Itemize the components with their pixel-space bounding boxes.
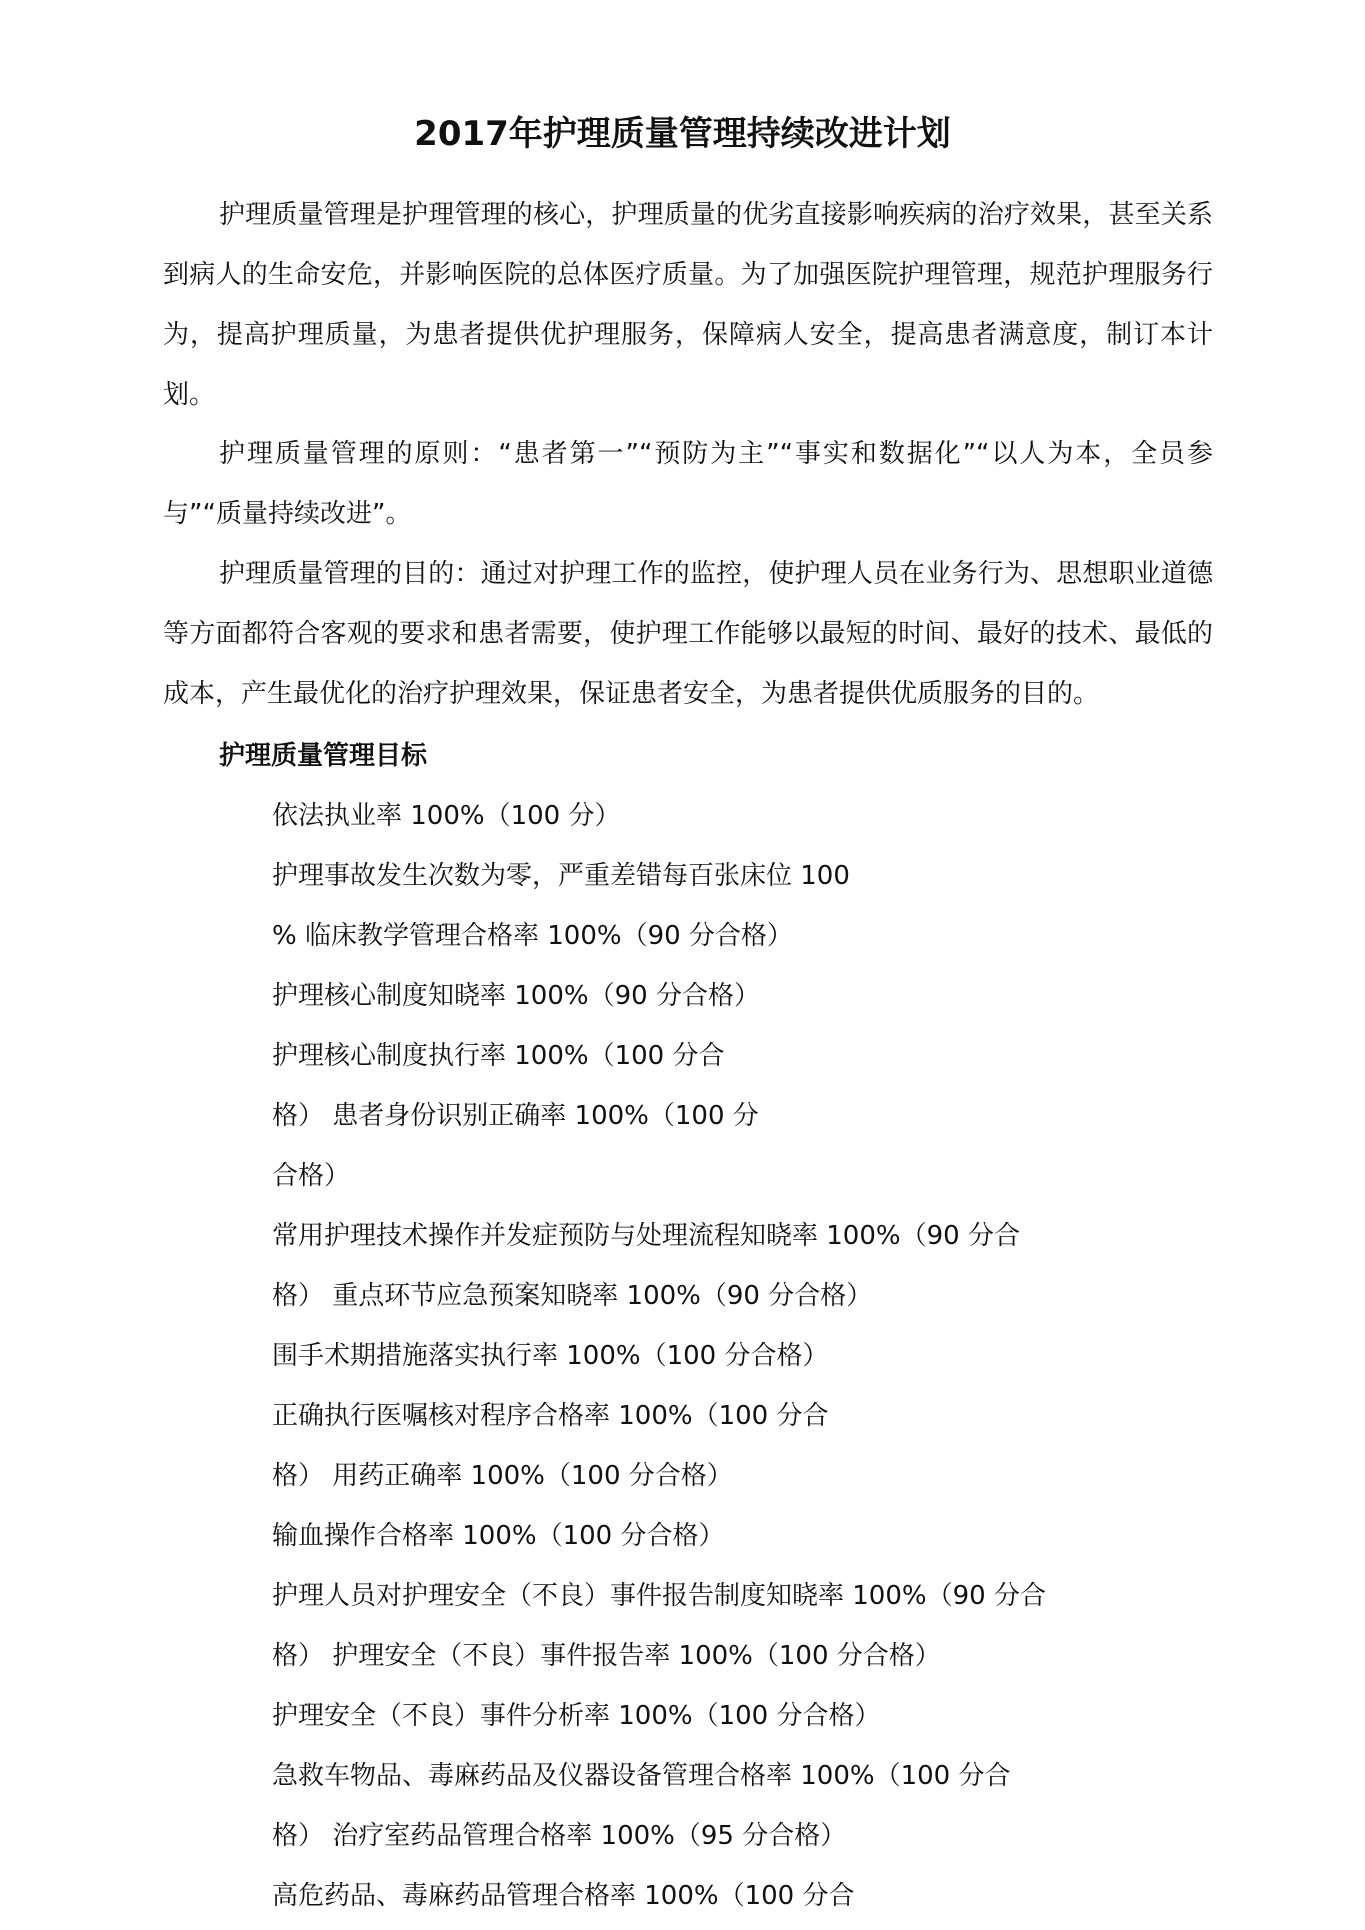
- goal-line: 护理核心制度知晓率 100%（90 分合格）: [272, 981, 760, 1011]
- principles-paragraph: 护理质量管理的原则：“患者第一”“预防为主”“事实和数据化”“以人为本，全员参与”“质量持续改进”。: [163, 439, 1213, 529]
- goal-line: 合格）: [272, 1161, 351, 1191]
- goals-heading: 护理质量管理目标: [219, 741, 428, 771]
- document-title: 2017年护理质量管理持续改进计划: [414, 114, 951, 154]
- goals-list: [272, 786, 1046, 1926]
- goal-line: 依法执业率 100%（100 分）: [272, 801, 621, 831]
- purpose-paragraph: 护理质量管理的目的：通过对护理工作的监控，使护理人员在业务行为、思想职业道德等方面都符合客观的要求和患者需要，使护理工作能够以最短的时间、最好的技术、最低的成本，产生最优化的治疗护理效果，保证患者安全，为患者提供优质服务的目的。: [163, 559, 1213, 709]
- goal-line: 护理人员对护理安全（不良）事件报告制度知晓率 100%（90 分合: [272, 1581, 1046, 1611]
- goal-line: 格） 患者身份识别正确率 100%（100 分: [272, 1101, 759, 1131]
- goal-line: 护理事故发生次数为零，严重差错每百张床位 100: [272, 861, 850, 891]
- goal-line: 输血操作合格率 100%（100 分合格）: [272, 1521, 725, 1551]
- goal-line: 急救车物品、毒麻药品及仪器设备管理合格率 100%（100 分合: [272, 1761, 1011, 1791]
- goal-line: % 临床教学管理合格率 100%（90 分合格）: [272, 921, 793, 951]
- goal-line: 格） 用药正确率 100%（100 分合格）: [272, 1461, 733, 1491]
- intro-paragraph: 护理质量管理是护理管理的核心，护理质量的优劣直接影响疾病的治疗效果，甚至关系到病人的生命安危，并影响医院的总体医疗质量。为了加强医院护理管理，规范护理服务行为，提高护理质量，为患者提供优护理服务，保障病人安全，提高患者满意度，制订本计划。: [163, 200, 1213, 410]
- goal-line: 格） 护理安全（不良）事件报告率 100%（100 分合格）: [272, 1641, 941, 1671]
- goal-line: 围手术期措施落实执行率 100%（100 分合格）: [272, 1341, 829, 1371]
- goal-line: 格） 治疗室药品管理合格率 100%（95 分合格）: [272, 1821, 847, 1851]
- goal-line: 护理核心制度执行率 100%（100 分合: [272, 1041, 725, 1071]
- goal-line: 高危药品、毒麻药品管理合格率 100%（100 分合: [272, 1881, 855, 1911]
- goal-line: 正确执行医嘱核对程序合格率 100%（100 分合: [272, 1401, 829, 1431]
- goal-line: 格） 重点环节应急预案知晓率 100%（90 分合格）: [272, 1281, 873, 1311]
- goal-line: 常用护理技术操作并发症预防与处理流程知晓率 100%（90 分合: [272, 1221, 1020, 1251]
- goal-line: 护理安全（不良）事件分析率 100%（100 分合格）: [272, 1701, 881, 1731]
